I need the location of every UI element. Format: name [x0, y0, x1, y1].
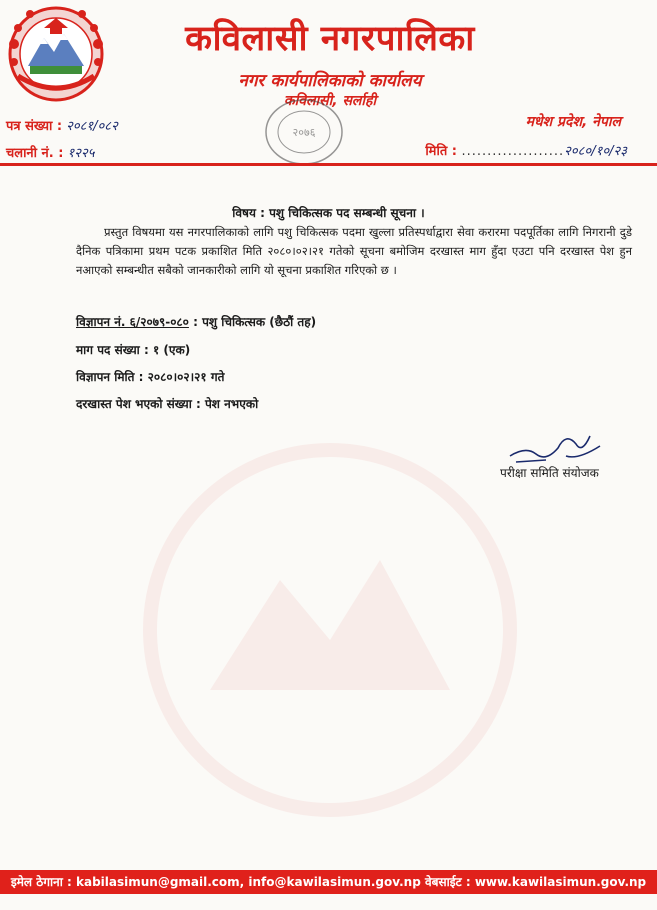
date-label: मिति :: [425, 144, 457, 159]
dispatch-number-value: १२२५: [67, 146, 95, 161]
office-place: कविलासी, सर्लाही: [283, 93, 377, 109]
signatory-title: परीक्षा समिति संयोजक: [500, 466, 599, 480]
office-subtitle: नगर कार्यपालिकाको कार्यालय: [238, 71, 422, 91]
dispatch-number-label: चलानी नं. :: [6, 146, 64, 161]
email-addresses: kabilasimun@gmail.com, info@kawilasimun.gov.np: [71, 875, 425, 889]
reference-number-row: [6, 116, 118, 134]
advertisement-post: : पशु चिकित्सक (छैठौं तह): [188, 315, 317, 329]
reference-number-label: पत्र संख्या :: [6, 119, 63, 134]
emblem-watermark-icon: [110, 430, 550, 830]
email-label: इमेल ठेगाना :: [10, 875, 72, 889]
reference-number-value: २०८१/०८२: [66, 119, 118, 134]
applications-submitted: दरखास्त पेश भएको संख्या : पेश नभएको: [76, 397, 259, 411]
province-label: मधेश प्रदेश, नेपाल: [525, 114, 621, 130]
advertisement-number-label: विज्ञापन नं. ६/२०७९-०८०: [76, 315, 189, 329]
municipality-title: कविलासी नगरपालिका: [185, 19, 475, 59]
date-value: २०८०/१०/२३: [564, 144, 627, 159]
footer-contact-bar: [0, 870, 657, 894]
signature-scribble-icon: [506, 426, 606, 468]
header-divider: [0, 163, 657, 166]
dispatch-number-row: [6, 143, 94, 161]
notice-paragraph: प्रस्तुत विषयमा यस नगरपालिकाको लागि पशु चिकित्सक पदमा खुल्ला प्रतिस्पर्धाद्वारा सेवा करारमा पदपूर्तिका लागि निगरानी दुडे दैनिक पत्रिकामा प्रथम पटक प्रकाशित मिति २०८०।०२।२१ गतेको सूचना बमोजिम दरखास्त माग हुँदा एउटा पनि दरखास्त पेश हुन नआएको सम्बन्धीत सबैको जानकारीको लागि यो सूचना प्रकाशित गरिएको छ ।: [76, 225, 632, 277]
nepal-emblem-icon: [4, 4, 108, 104]
website-label: वेबसाईट :: [424, 875, 471, 889]
office-stamp-icon: [262, 96, 346, 168]
advertisement-number: [76, 313, 316, 330]
advertisement-date: विज्ञापन मिति : २०८०।०२।२१ गते: [76, 370, 225, 384]
stamp-year: २०७६: [292, 126, 316, 139]
date-dots: ....................: [461, 144, 565, 159]
website-address: www.kawilasimun.gov.np: [470, 875, 647, 889]
notice-subject: विषय : पशु चिकित्सक पद सम्बन्धी सूचना ।: [232, 206, 425, 220]
posts-required: माग पद संख्या : १ (एक): [76, 343, 191, 357]
date-row: [425, 141, 627, 159]
